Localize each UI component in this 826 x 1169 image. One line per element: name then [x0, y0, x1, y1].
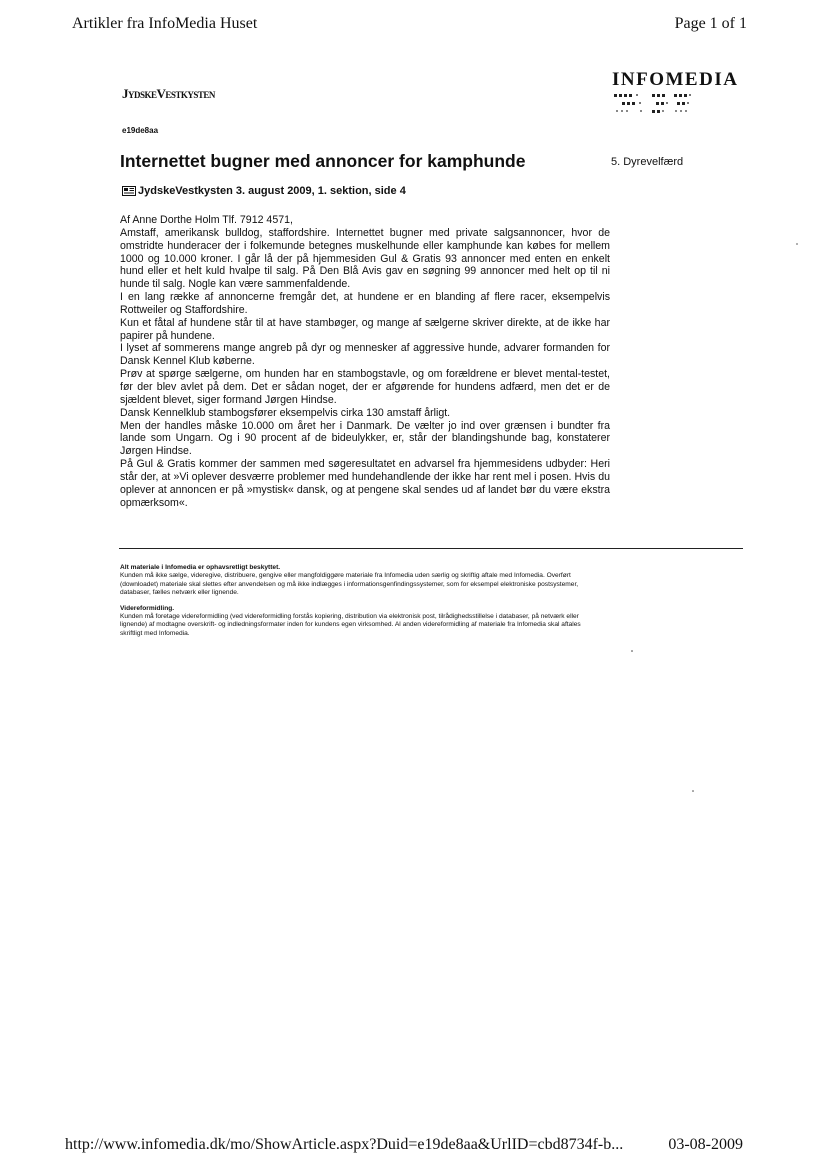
- scan-speck: [796, 243, 798, 245]
- article-source-line: [122, 185, 406, 197]
- print-header-page-number: Page 1 of 1: [674, 15, 747, 32]
- article-body: [120, 214, 610, 509]
- scan-speck: [631, 650, 633, 652]
- article-byline: Af Anne Dorthe Holm Tlf. 7912 4571,: [120, 214, 293, 226]
- article-paragraph: På Gul & Gratis kommer der sammen med søgeresultatet en advarsel fra hjemmesidens udbyder: Heri står der, at »Vi oplever desværre problemer med hundehandlende der ikke har rent mel i posen. Hvis du oplever at annoncen er på »mystisk« dansk, og at pengene skal sendes ud af landet bør du være ekstra opmærksom«.: [120, 458, 610, 509]
- article-paragraph: Prøv at spørge sælgerne, om hunden har en stambogstavle, og om forældrene er blevet mental-testet, før der blev avlet på dem. Det er sådan noget, der er afgørende for hundens adfærd, men det er de sjældent blevet, siger formand Jørgen Hindse.: [120, 368, 610, 406]
- scan-speck: [692, 790, 694, 792]
- article-paragraph: Kun et fåtal af hundene står til at have stambøger, og mange af sælgerne skriver direkte, at de ikke har papirer på hundene.: [120, 316, 610, 342]
- footer-url: http://www.infomedia.dk/mo/ShowArticle.aspx?Duid=e19de8aa&UrlID=cbd8734f-b...: [65, 1136, 624, 1153]
- newspaper-icon: [122, 186, 136, 196]
- article-paragraph: Amstaff, amerikansk bulldog, staffordshire. Internettet bugner med private salgsannoncer, hvor de omstridte hunderacer der i folkemunde betegnes muskelhunde eller kamphunde kan købes for mellem 1000 og 10.000 kroner. I går lå der på hjemmesiden Gul & Gratis 93 annoncer med enten en enkelt hund eller et helt kuld hvalpe til salg. På Den Blå Avis gav en søgning 99 annoncer med helt op til ni hunde til salg. Nogle kan være sammenfaldende.: [120, 226, 610, 291]
- infomedia-logo-wordmark: INFOMEDIA: [612, 69, 739, 90]
- article-headline: Internettet bugner med annoncer for kamphunde: [120, 151, 526, 171]
- article-category: 5. Dyrevelfærd: [611, 156, 684, 168]
- copyright-notice: [120, 564, 600, 645]
- divider: [119, 548, 743, 549]
- article-paragraph: I en lang række af annoncerne fremgår det, at hundene er en blanding af flere racer, eksempelvis Rottweiler og Staffordshire.: [120, 291, 610, 316]
- article-paragraph: I lyset af sommerens mange angreb på dyr og mennesker af aggressive hunde, advarer formanden for Dansk Kennel Klub køberne.: [120, 342, 610, 368]
- article-source: JydskeVestkysten 3. august 2009, 1. sektion, side 4: [138, 185, 406, 197]
- copyright-text: Kunden må ikke sælge, videregive, distribuere, gengive eller mangfoldiggøre materiale fra Infomedia uden særlig og skriftig aftale med Infomedia. Overført (downloadet) materiale skal slettes efter anvendelsen og må ikke indlægges i informationsgenfindingssystemer, som for eksempel elektroniske postsystemer, databaser, fælles netværk eller lignende.: [120, 572, 579, 597]
- infomedia-logo-pattern: [612, 92, 746, 122]
- infomedia-logo: [612, 70, 746, 122]
- redistribution-heading: Videreformidling.: [120, 604, 175, 612]
- document-id: e19de8aa: [122, 126, 159, 135]
- copyright-heading: Alt materiale i Infomedia er ophavsretligt beskyttet.: [120, 564, 281, 571]
- print-header-title: Artikler fra InfoMedia Huset: [72, 15, 258, 32]
- footer-date: 03-08-2009: [668, 1136, 743, 1153]
- redistribution-text: Kunden må foretage videreformidling (ved videreformidling forstås kopiering, distribution via elektronisk post, tilrådighedsstillelse i databaser, på netværk eller lignende) af modtagne overskrift- og indledningsformater inden for kundens egen virksomhed. Al anden videreformidling af materiale fra Infomedia skal aftales skriftligt med Infomedia.: [120, 613, 581, 637]
- jydskevestkysten-logo: JydskeVestkysten: [122, 86, 215, 101]
- article-paragraph: Men der handles måske 10.000 om året her i Danmark. De vælter jo ind over grænsen i bundter fra lande som Ungarn. Og i 90 procent af de bideulykker, er, står der blandingshunde bag, konstaterer Jørgen Hindse.: [120, 419, 610, 458]
- article-paragraph: Dansk Kennelklub stambogsfører eksempelvis cirka 130 amstaff årligt.: [120, 406, 451, 419]
